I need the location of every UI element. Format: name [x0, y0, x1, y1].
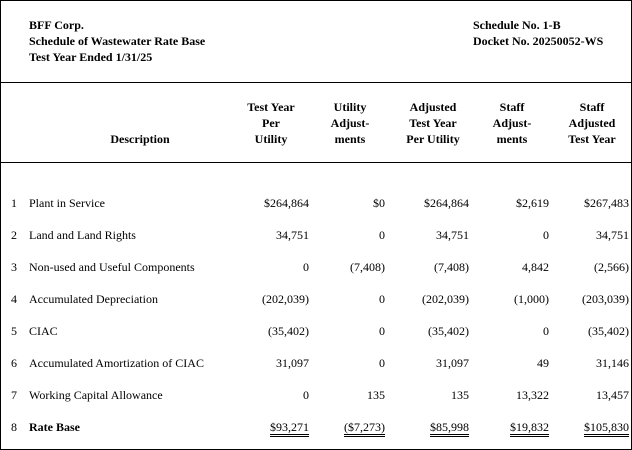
row-value-c3: (202,039) — [422, 292, 469, 306]
row-number: 6 — [11, 356, 17, 370]
row-number: 7 — [11, 388, 17, 402]
row-label: Accumulated Amortization of CIAC — [29, 356, 204, 370]
col-header-adjusted-per-utility: Adjusted Test Year Per Utility — [406, 100, 460, 146]
row-value-c2: $0 — [373, 196, 385, 210]
row-value-c3: 135 — [451, 388, 469, 402]
row-number: 8 — [11, 420, 17, 434]
row-value-c5: (203,039) — [582, 292, 629, 306]
row-value-c1: $264,864 — [264, 196, 309, 210]
row-value-c1: 0 — [303, 260, 309, 274]
row-value-c2: 0 — [379, 356, 385, 370]
row-value-c5: 34,751 — [596, 228, 629, 242]
header-rule-bottom — [1, 162, 631, 163]
col-header-staff-adjustments: Staff Adjust- ments — [492, 100, 532, 146]
col-header-utility-adjustments: Utility Adjust- ments — [330, 100, 370, 146]
row-value-c1: 31,097 — [276, 356, 309, 370]
header-right — [473, 17, 603, 49]
row-value-c1: 0 — [303, 388, 309, 402]
row-number: 3 — [11, 260, 17, 274]
row-value-c2: ($7,273) — [344, 420, 385, 437]
row-value-c4: 49 — [537, 356, 549, 370]
col-header-staff-adjusted: Staff Adjusted Test Year — [568, 100, 616, 146]
row-value-c5: $267,483 — [584, 196, 629, 210]
row-value-c3: $264,864 — [424, 196, 469, 210]
row-value-c3: (7,408) — [434, 260, 469, 274]
row-value-c1: (35,402) — [268, 324, 309, 338]
row-value-c4: 13,322 — [516, 388, 549, 402]
row-value-c4: $2,619 — [516, 196, 549, 210]
schedule-title: Schedule of Wastewater Rate Base — [29, 34, 206, 48]
row-value-c2: 0 — [379, 292, 385, 306]
row-value-c5: 31,146 — [596, 356, 629, 370]
row-label: Non-used and Useful Components — [29, 260, 195, 274]
test-year-label: Test Year Ended 1/31/25 — [29, 50, 153, 64]
row-number: 2 — [11, 228, 17, 242]
company-name: BFF Corp. — [29, 18, 84, 32]
row-value-c4: $19,832 — [510, 420, 549, 437]
row-label: CIAC — [29, 324, 58, 338]
row-value-c5: (35,402) — [588, 324, 629, 338]
schedule-number: Schedule No. 1-B — [473, 18, 561, 32]
row-number: 5 — [11, 324, 17, 338]
row-value-c2: 135 — [367, 388, 385, 402]
row-value-c4: 0 — [543, 324, 549, 338]
row-value-c3: (35,402) — [428, 324, 469, 338]
row-label: Working Capital Allowance — [29, 388, 163, 402]
row-label: Rate Base — [29, 420, 80, 434]
row-number: 4 — [11, 292, 17, 306]
row-label: Plant in Service — [29, 196, 105, 210]
row-value-c5: (2,566) — [594, 260, 629, 274]
row-value-c5: 13,457 — [596, 388, 629, 402]
row-value-c5: $105,830 — [584, 420, 629, 437]
row-value-c1: (202,039) — [262, 292, 309, 306]
header-left — [29, 17, 205, 65]
row-value-c4: 4,842 — [522, 260, 549, 274]
row-value-c2: 0 — [379, 228, 385, 242]
row-value-c2: 0 — [379, 324, 385, 338]
row-value-c3: $85,998 — [430, 420, 469, 437]
header-rule-top — [1, 82, 631, 83]
row-value-c3: 34,751 — [436, 228, 469, 242]
row-label: Accumulated Depreciation — [29, 292, 158, 306]
col-header-description: Description — [110, 132, 170, 146]
row-value-c4: 0 — [543, 228, 549, 242]
docket-number: Docket No. 20250052-WS — [473, 34, 604, 48]
row-value-c1: $93,271 — [270, 420, 309, 437]
row-label: Land and Land Rights — [29, 228, 136, 242]
row-number: 1 — [11, 196, 17, 210]
row-value-c1: 34,751 — [276, 228, 309, 242]
row-value-c4: (1,000) — [514, 292, 549, 306]
row-value-c3: 31,097 — [436, 356, 469, 370]
col-header-test-year-per-utility: Test Year Per Utility — [247, 100, 295, 146]
row-value-c2: (7,408) — [350, 260, 385, 274]
